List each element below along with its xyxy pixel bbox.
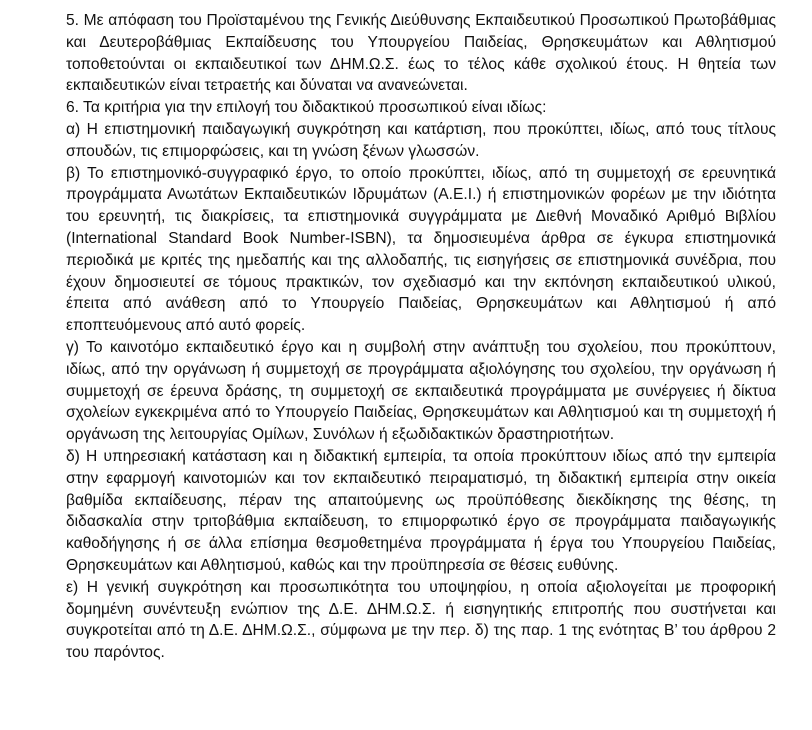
criterion-d: δ) Η υπηρεσιακή κατάσταση και η διδακτική εμπειρία, τα οποία προκύπτουν ιδίως από την εμπειρία στην εφαρμογή καινοτομιών και τον εκπαιδευτικό πειραματισμό, τη διδακτική εμπειρία στην οικεία βαθμίδα εκπαίδευσης, πέραν της απαιτούμενης ως προϋπόθεσης διεκδίκησης της θέσης, τη διδασκαλία στην τριτοβάθμια εκπαίδευση, το επιμορφωτικό έργο σε προγράμματα παιδαγωγικής καθοδήγησης ή σε άλλα επίσημα θεσμοθετημένα προγράμματα ή έργα του Υπουργείου Παιδείας, Θρησκευμάτων και Αθλητισμού, καθώς και την προϋπηρεσία σε θέσεις ευθύνης. — [66, 447, 776, 574]
document-body — [66, 10, 776, 664]
criterion-e: ε) Η γενική συγκρότηση και προσωπικότητα του υποψηφίου, η οποία αξιολογείται με προφορική δομημένη συνέντευξη ενώπιον της Δ.Ε. ΔΗΜ.Ω.Σ. ή εισηγητικής επιτροπής που συστήνεται και συγκροτείται από τη Δ.Ε. ΔΗΜ.Ω.Σ., σύμφωνα με την περ. δ) της παρ. 1 της ενότητας Β’ του άρθρου 2 του παρόντος. — [66, 578, 776, 662]
paragraph-5: 5. Με απόφαση του Προϊσταμένου της Γενικής Διεύθυνσης Εκπαιδευτικού Προσωπικού Πρωτοβάθμιας και Δευτεροβάθμιας Εκπαίδευσης του Υπουργείου Παιδείας, Θρησκευμάτων και Αθλητισμού τοποθετούνται οι εκπαιδευτικοί των ΔΗΜ.Ω.Σ. έως το τέλος κάθε σχολικού έτους. Η θητεία των εκπαιδευτικών είναι τετραετής και δύναται να ανανεώνεται. — [66, 12, 776, 95]
criterion-b: β) Το επιστημονικό-συγγραφικό έργο, το οποίο προκύπτει, ιδίως, από τη συμμετοχή σε ερευνητικά προγράμματα Ανωτάτων Εκπαιδευτικών Ιδρυμάτων (Α.Ε.Ι.) ή επιστημονικών φορέων με την ιδιότητα του ερευνητή, τις διακρίσεις, τα επιστημονικά συγγράμματα με Διεθνή Μοναδικό Αριθμό Βιβλίου (International Standard Book Number-ISBN), τα δημοσιευμένα άρθρα σε έγκυρα επιστημονικά περιοδικά με κριτές της ημεδαπής και της αλλοδαπής, τις εισηγήσεις σε επιστημονικά συνέδρια, που έχουν δημοσιευτεί σε τόμους πρακτικών, τον σχεδιασμό και την εκπόνηση εκπαιδευτικού υλικού, έπειτα από ανάθεση από το Υπουργείο Παιδείας, Θρησκευμάτων και Αθλητισμού ή από εποπτευόμενους από αυτό φορείς. — [66, 164, 776, 335]
criterion-a: α) Η επιστημονική παιδαγωγική συγκρότηση και κατάρτιση, που προκύπτει, ιδίως, από τους τίτλους σπουδών, τις επιμορφώσεις, και τη γνώση ξένων γλωσσών. — [66, 120, 776, 160]
criterion-c: γ) Το καινοτόμο εκπαιδευτικό έργο και η συμβολή στην ανάπτυξη του σχολείου, που προκύπτουν, ιδίως, από την οργάνωση ή συμμετοχή σε προγράμματα αξιολόγησης του σχολείου, την οργάνωση ή συμμετοχή σε έρευνα δράσης, τη συμμετοχή σε εκπαιδευτικά προγράμματα με συνέργειες ή δίκτυα σχολείων εγκεκριμένα από το Υπουργείο Παιδείας, Θρησκευμάτων και Αθλητισμού και τη συμμετοχή ή οργάνωση της λειτουργίας Ομίλων, Συνόλων ή εξωδιδακτικών δραστηριοτήτων. — [66, 338, 776, 444]
paragraph-6-intro: 6. Τα κριτήρια για την επιλογή του διδακτικού προσωπικού είναι ιδίως: — [66, 99, 547, 117]
